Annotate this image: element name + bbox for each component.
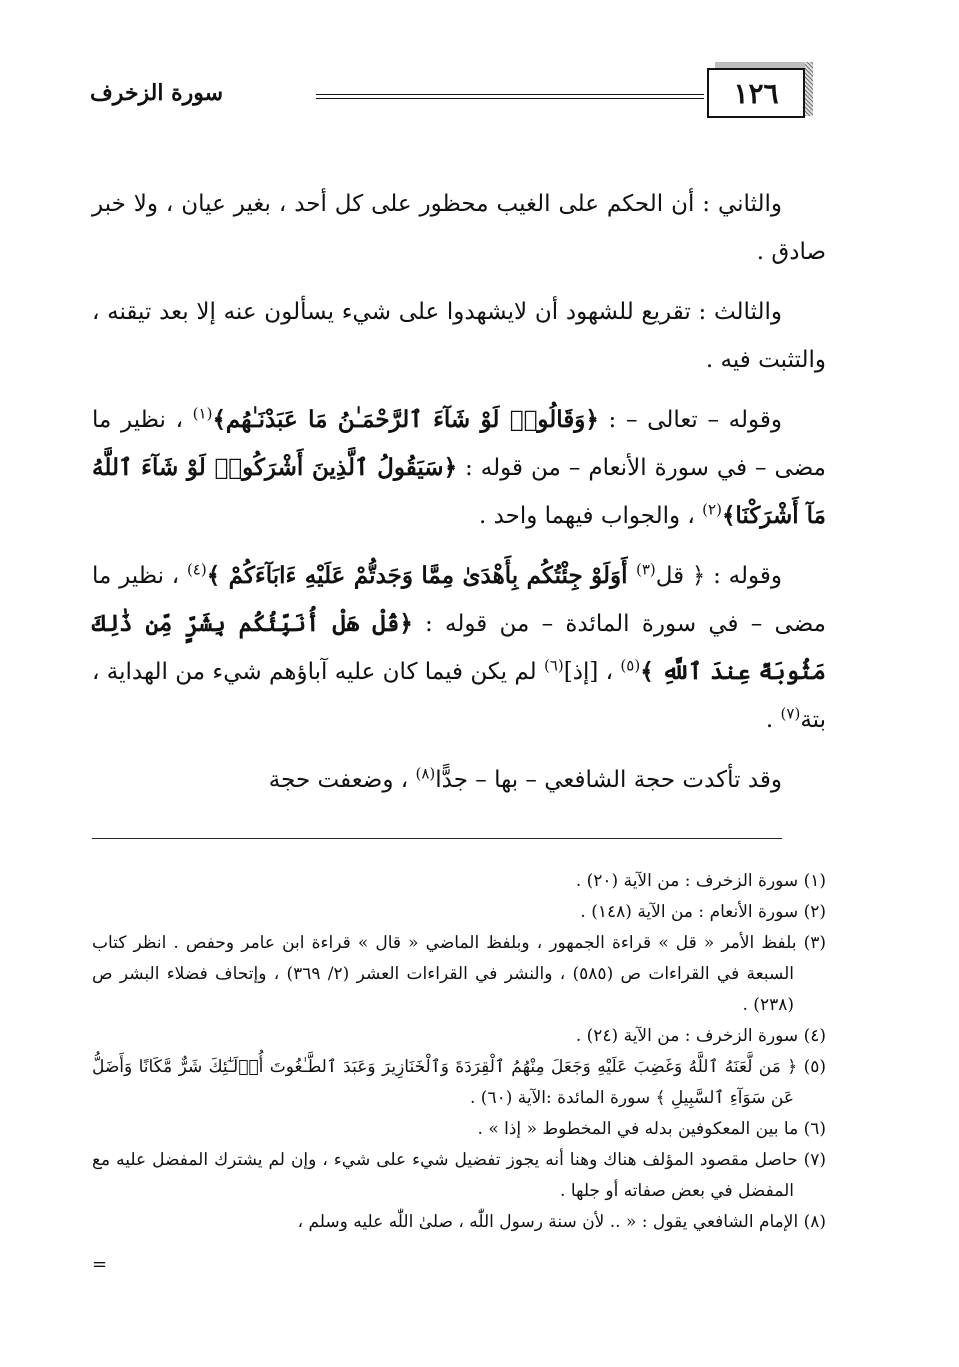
footnote-5: (٥) ﴿ مَن لَّعَنَهُ ٱللَّهُ وَغَضِبَ عَلَيْهِ وَجَعَلَ مِنْهُمُ ٱلْقِرَدَةَ وَٱلْخَنَازِيرَ وَعَبَدَ ٱلطَّـٰغُوتَ أُو۟لَـٰٓئِكَ شَرٌّ مَّكَانًا وَأَضَلُّ عَن سَوَآءِ ٱلسَّبِيلِ ﴾ سورة المائدة :الآية (٦٠) . [92,1057,826,1108]
page-number: ١٢٦ [733,76,779,110]
paragraph-1: والثاني : أن الحكم على الغيب محظور على كل أحد ، بغير عيان ، ولا خبر صادق . [92,191,826,265]
footnote-2: (٢) سورة الأنعام : من الآية (١٤٨) . [580,902,826,922]
text-run: ، نظير ما مضى – في سورة الأنعام – من قوله : [92,407,826,481]
text-run: ، وضعفت حجة [268,767,416,793]
quran-verse: أَوَلَوْ جِئْتُكُم بِأَهْدَىٰ مِمَّا وَجَدتُّمْ عَلَيْهِ ءَابَآءَكُمْ ﴾ [206,562,636,589]
footnote-7: (٧) حاصل مقصود المؤلف هناك وهنا أنه يجوز تفضيل شيء على شيء ، وإن لم يشترك المفضل عليه مع المفضل في بعض صفاته أو جلها . [92,1150,826,1201]
footnote-ref: (٧) [780,704,801,723]
paragraph-4 [92,552,826,744]
footnote-ref: (٢) [702,500,722,519]
footnote-ref: (٨) [415,764,436,783]
quran-verse: ﴿سَيَقُولُ ٱلَّذِينَ أَشْرَكُوا۟ لَوْ شَآءَ ٱللَّهُ مَآ أَشْرَكْنَا﴾ [92,454,826,529]
text-run: وقد تأكدت حجة الشافعي – بها – جدًّا [435,767,782,793]
footnote-3: (٣) بلفظ الأمر « قل » قراءة الجمهور ، وبلفظ الماضي « قال » قراءة ابن عامر وحفص . انظر كتاب السبعة في القراءات ص (٥٨٥) ، والنشر في القراءات العشر (٢/ ٣٦٩) ، وإتحاف فضلاء البشر ص (٢٣٨) . [92,933,826,1015]
footnote-ref: (٤) [186,560,207,579]
running-header-title: سورة الزخرف [90,80,224,106]
text-run: وقوله : ﴿ قل [655,563,782,589]
footnote-ref: (٦) [543,656,564,675]
header-rule [316,94,704,95]
page-number-box [707,68,805,118]
paragraph-5 [92,756,826,804]
text-run: ، والجواب فيهما واحد . [478,503,703,529]
footnote-8: (٨) الإمام الشافعي يقول : « .. لأن سنة رسول اللّٰه ، صلىٰ اللّٰه عليه وسلم ، [297,1212,826,1232]
footnote-ref: (١) [192,404,213,423]
text-run: وقوله – تعالى – : [598,407,782,433]
text-run: ، [إذ] [563,659,621,685]
text-run: . [765,707,781,733]
footnote-ref: (٥) [620,656,641,675]
continuation-mark: = [92,1254,108,1275]
text-run: ، نظير ما مضى – في سورة المائدة – من قوله : [92,563,826,637]
text-run: لم يكن فيما كان عليه آباؤهم شيء من الهداية ، بتة [92,659,826,733]
footnote-ref: (٣) [635,560,656,579]
footnote-separator [92,838,782,839]
paragraph-3 [92,396,826,540]
footnote-1: (١) سورة الزخرف : من الآية (٢٠) . [575,871,826,891]
footnote-4: (٤) سورة الزخرف : من الآية (٢٤) . [575,1026,826,1046]
quran-verse: ﴿قُلْ هَلْ أُنَبِّئُكُم بِشَرٍّ مِّن ذَٰلِكَ مَثُوبَةً عِندَ ٱللَّهِ ﴾ [92,610,827,685]
footnote-6: (٦) ما بين المعكوفين بدله في المخطوط « إذا » . [477,1119,826,1139]
main-text [92,180,826,816]
quran-verse: ﴿وَقَالُوا۟ لَوْ شَآءَ ٱلرَّحْمَـٰنُ مَا عَبَدْنَـٰهُم﴾ [212,406,599,433]
footnotes [92,866,826,1238]
paragraph-2: والثالث : تقريع للشهود أن لايشهدوا على شيء يسألون عنه إلا بعد تيقنه ، والتثبت فيه . [92,299,826,373]
